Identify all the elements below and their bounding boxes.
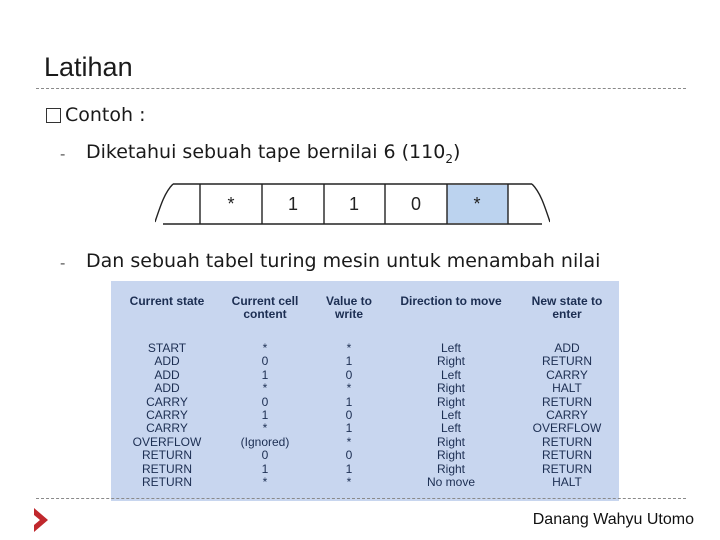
table-cell: * — [346, 341, 352, 355]
table-cell: 1 — [261, 367, 269, 382]
bullet-text: Contoh : — [65, 104, 146, 126]
column-current-cell — [223, 342, 307, 489]
column-direction — [391, 342, 511, 489]
table-cell: HALT — [552, 381, 582, 396]
top-divider — [36, 88, 686, 89]
table-cell: CARRY — [546, 367, 588, 382]
table-cell: OVERFLOW — [532, 421, 602, 436]
table-cell: Right — [436, 394, 465, 409]
table-cell: START — [147, 341, 187, 355]
table-cell: ADD — [154, 381, 180, 396]
table-cell: Left — [440, 421, 461, 436]
table-cell: * — [262, 381, 268, 396]
bottom-divider — [36, 498, 686, 499]
table-cell: CARRY — [546, 408, 588, 423]
table-cell: 0 — [345, 367, 353, 382]
tape-cell-1: * — [227, 194, 235, 214]
bullet-contoh — [46, 104, 146, 126]
table-cell: * — [346, 475, 352, 490]
table-cell: RETURN — [542, 448, 592, 463]
table-cell: Right — [436, 448, 465, 463]
line1-suffix: ) — [452, 141, 461, 163]
table-cell: 0 — [345, 448, 353, 463]
header-value-to-write: Value to write — [325, 294, 372, 321]
table-cell: CARRY — [146, 421, 188, 436]
line1-prefix: Diketahui sebuah tape bernilai 6 (110 — [86, 141, 446, 163]
table-cell: 1 — [345, 421, 353, 436]
table-cell: * — [262, 421, 268, 436]
column-current-state — [123, 342, 211, 489]
table-cell: (Ignored) — [240, 434, 290, 449]
table-cell: RETURN — [142, 448, 192, 463]
header-new-state: New state to enter — [531, 294, 603, 321]
text-line-2: Dan sebuah tabel turing mesin untuk menambah nilai — [86, 250, 601, 272]
table-cell: No move — [426, 475, 476, 490]
table-cell: 1 — [345, 461, 353, 476]
header-current-state: Current state — [129, 294, 205, 308]
table-cell: 0 — [261, 394, 269, 409]
text-line-1 — [86, 141, 460, 166]
table-cell: * — [346, 434, 352, 449]
table-cell: CARRY — [146, 408, 188, 423]
table-cell: Right — [436, 381, 465, 396]
table-cell: 0 — [261, 354, 269, 369]
checkbox-bullet-icon — [46, 108, 61, 123]
table-cell: Left — [440, 341, 461, 355]
tape-figure — [155, 182, 550, 228]
tape-cell-3: 1 — [348, 194, 360, 214]
table-cell: Right — [436, 434, 465, 449]
table-cell: RETURN — [542, 461, 592, 476]
header-direction: Direction to move — [400, 294, 502, 308]
table-cell: * — [346, 381, 352, 396]
slide-title: Latihan — [44, 52, 133, 82]
table-cell: CARRY — [146, 394, 188, 409]
column-value-to-write — [319, 342, 379, 489]
tape-cell-5: * — [473, 194, 481, 214]
dash-marker-1: - — [60, 146, 66, 163]
table-cell: 0 — [345, 408, 353, 423]
next-slide-arrow-icon[interactable] — [33, 507, 49, 533]
table-cell: ADD — [154, 354, 180, 369]
table-cell: RETURN — [542, 394, 592, 409]
table-cell: Right — [436, 354, 465, 369]
table-cell: 1 — [345, 394, 353, 409]
table-cell: 1 — [261, 408, 269, 423]
table-cell: Right — [436, 461, 465, 476]
table-cell: ADD — [554, 341, 580, 355]
table-cell: RETURN — [142, 475, 192, 490]
table-cell: RETURN — [142, 461, 192, 476]
line1-subscript: 2 — [445, 151, 453, 166]
table-cell: ADD — [154, 367, 180, 382]
turing-table — [111, 281, 619, 501]
column-new-state — [523, 342, 611, 489]
table-cell: RETURN — [542, 354, 592, 369]
author-credit: Danang Wahyu Utomo — [532, 511, 694, 528]
tape-cell-4: 0 — [410, 194, 422, 214]
table-cell: OVERFLOW — [132, 434, 202, 449]
table-cell: Left — [440, 408, 461, 423]
header-current-cell: Current cell content — [231, 294, 299, 321]
table-cell: Left — [440, 367, 461, 382]
table-cell: 0 — [261, 448, 269, 463]
table-cell: 1 — [261, 461, 269, 476]
table-cell: * — [262, 475, 268, 490]
dash-marker-2: - — [60, 255, 66, 272]
table-cell: * — [262, 341, 268, 355]
table-cell: HALT — [552, 475, 582, 490]
table-cell: RETURN — [542, 434, 592, 449]
tape-cell-2: 1 — [287, 194, 299, 214]
table-cell: 1 — [345, 354, 353, 369]
